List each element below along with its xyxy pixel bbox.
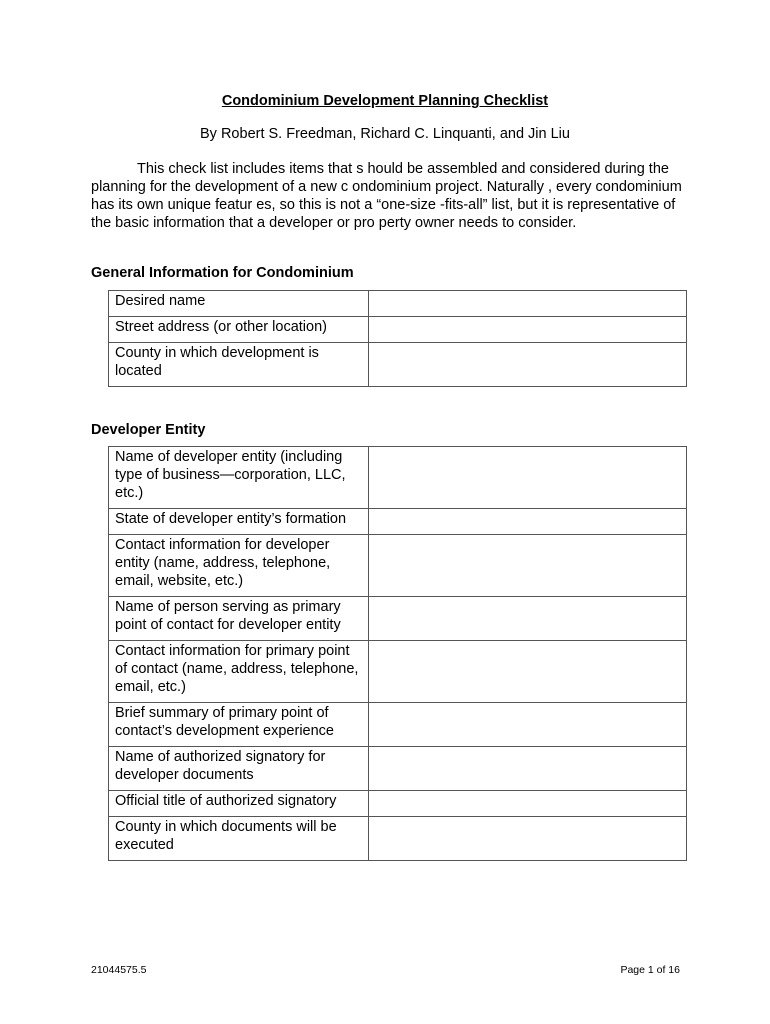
row-value-field[interactable] bbox=[369, 291, 687, 317]
row-label: Name of developer entity (including type of business—corporation, LLC, etc.) bbox=[109, 447, 369, 509]
row-value-field[interactable] bbox=[369, 343, 687, 387]
developer-entity-table bbox=[108, 446, 687, 861]
row-label: County in which documents will be executed bbox=[109, 817, 369, 861]
table-row bbox=[109, 597, 687, 641]
row-label: Official title of authorized signatory bbox=[109, 791, 369, 817]
footer-doc-number: 21044575.5 bbox=[91, 964, 147, 976]
row-label: Brief summary of primary point of contact’s development experience bbox=[109, 703, 369, 747]
row-value-field[interactable] bbox=[369, 597, 687, 641]
row-value-field[interactable] bbox=[369, 509, 687, 535]
document-authors: By Robert S. Freedman, Richard C. Linquanti, and Jin Liu bbox=[200, 126, 570, 142]
row-value-field[interactable] bbox=[369, 817, 687, 861]
general-information-table bbox=[108, 290, 687, 387]
row-label: Name of person serving as primary point of contact for developer entity bbox=[109, 597, 369, 641]
row-label: County in which development is located bbox=[109, 343, 369, 387]
footer-page-label: Page 1 of 16 bbox=[620, 964, 680, 976]
section-heading-developer-entity: Developer Entity bbox=[91, 422, 206, 438]
table-row bbox=[109, 535, 687, 597]
table-row bbox=[109, 447, 687, 509]
intro-paragraph: This check list includes items that s hould be assembled and considered during the planning for the development of a new c ondominium project. Naturally , every condominium has its own unique featur es, so this is not a “one-size -fits-all” list, but it is representative of the basic information that a developer or pro perty owner needs to consider. bbox=[91, 161, 682, 231]
row-label: Street address (or other location) bbox=[109, 317, 369, 343]
table-row bbox=[109, 747, 687, 791]
table-row bbox=[109, 291, 687, 317]
row-value-field[interactable] bbox=[369, 535, 687, 597]
row-label: Contact information for primary point of contact (name, address, telephone, email, etc.) bbox=[109, 641, 369, 703]
row-label: Name of authorized signatory for developer documents bbox=[109, 747, 369, 791]
row-value-field[interactable] bbox=[369, 447, 687, 509]
table-row bbox=[109, 343, 687, 387]
document-title: Condominium Development Planning Checklist bbox=[221, 93, 549, 109]
table-row bbox=[109, 791, 687, 817]
table-row bbox=[109, 317, 687, 343]
table-row bbox=[109, 703, 687, 747]
row-label: Desired name bbox=[109, 291, 369, 317]
section-heading-general-information: General Information for Condominium bbox=[91, 265, 354, 281]
row-value-field[interactable] bbox=[369, 317, 687, 343]
row-label: State of developer entity’s formation bbox=[109, 509, 369, 535]
row-value-field[interactable] bbox=[369, 791, 687, 817]
table-row bbox=[109, 817, 687, 861]
row-value-field[interactable] bbox=[369, 641, 687, 703]
table-row bbox=[109, 509, 687, 535]
row-value-field[interactable] bbox=[369, 703, 687, 747]
table-row bbox=[109, 641, 687, 703]
row-label: Contact information for developer entity (name, address, telephone, email, website, etc.) bbox=[109, 535, 369, 597]
row-value-field[interactable] bbox=[369, 747, 687, 791]
